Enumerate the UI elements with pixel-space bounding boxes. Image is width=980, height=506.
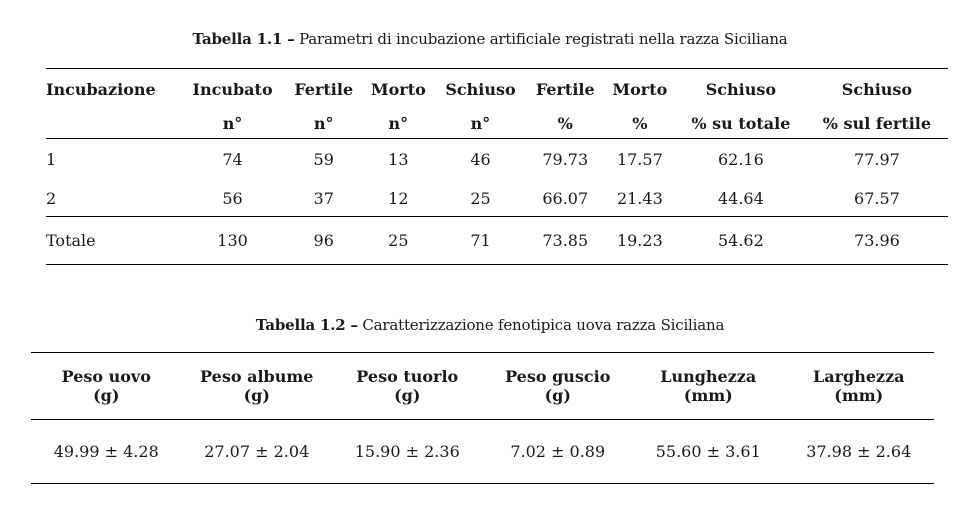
header-fertile-pct: Fertile [535, 79, 595, 99]
header-name: Peso guscio [505, 367, 611, 386]
unit-fertile-pct: % [527, 109, 604, 139]
header-name: Larghezza [812, 367, 905, 386]
cell: 71 [434, 217, 526, 265]
cell: 25 [470, 188, 491, 208]
cell: 59 [313, 150, 334, 169]
table1-caption [0, 29, 980, 49]
total-row [46, 217, 948, 265]
cell: 15.90 ± 2.36 [354, 442, 460, 461]
header-unit: (mm) [683, 386, 733, 405]
cell: 73.85 [527, 217, 604, 265]
table-row [46, 139, 948, 181]
header-schiuso-totale: Schiuso [705, 79, 777, 99]
header-name: Lunghezza [660, 367, 757, 386]
cell: 56 [222, 188, 243, 208]
cell: 54.62 [676, 217, 806, 265]
table2-caption [0, 315, 980, 335]
unit-morto-pct: % [604, 109, 676, 139]
unit-schiuso: n° [434, 109, 526, 139]
header-peso-guscio [483, 353, 634, 420]
cell: 49.99 ± 4.28 [53, 442, 159, 461]
unit-fertile: n° [285, 109, 362, 139]
table1-caption-text: Parametri di incubazione artificiale registrati nella razza Siciliana [294, 30, 788, 48]
cell: 19.23 [604, 217, 676, 265]
table-row [46, 180, 948, 217]
unit-schiuso-totale: % su totale [676, 109, 806, 139]
table2-header-row [31, 353, 934, 420]
incubation-table [46, 68, 948, 265]
header-schiuso-fertile: Schiuso [841, 79, 913, 99]
egg-phenotype-table [31, 352, 934, 484]
header-name: Peso albume [200, 367, 314, 386]
header-fertile: Fertile [294, 79, 354, 99]
unit-blank [46, 109, 180, 139]
header-unit: (g) [93, 386, 120, 405]
header-unit: (g) [544, 386, 571, 405]
header-peso-albume [182, 353, 333, 420]
cell: 62.16 [717, 150, 764, 169]
cell: 67.57 [854, 188, 900, 208]
cell: 77.97 [854, 150, 900, 169]
cell: 37.98 ± 2.64 [806, 442, 912, 461]
header-schiuso: Schiuso [445, 79, 516, 99]
cell: 37 [313, 188, 334, 208]
cell: 21.43 [616, 188, 663, 208]
cell: 55.60 ± 3.61 [655, 442, 761, 461]
table1-header-row [46, 69, 948, 110]
header-unit: (g) [243, 386, 270, 405]
unit-incubato: n° [180, 109, 285, 139]
table2-caption-text: Caratterizzazione fenotipica uova razza Siciliana [357, 316, 725, 334]
cell: 12 [388, 188, 409, 208]
table-row [31, 420, 934, 484]
header-peso-uovo [31, 353, 182, 420]
cell: 25 [362, 217, 434, 265]
cell: 79.73 [542, 150, 589, 169]
header-unit: (mm) [834, 386, 884, 405]
cell: 73.96 [806, 217, 948, 265]
cell: 44.64 [717, 188, 764, 208]
header-morto-pct: Morto [612, 79, 668, 99]
header-peso-tuorlo [332, 353, 483, 420]
cell: 96 [285, 217, 362, 265]
header-morto: Morto [370, 79, 426, 99]
total-label: Totale [46, 217, 180, 265]
cell: 46 [470, 150, 491, 169]
header-unit: (g) [394, 386, 421, 405]
cell: 27.07 ± 2.04 [204, 442, 310, 461]
cell: 66.07 [542, 188, 589, 208]
header-incubato: Incubato [192, 79, 273, 99]
header-name: Peso uovo [61, 367, 151, 386]
unit-schiuso-fertile: % sul fertile [806, 109, 948, 139]
cell: 2 [46, 188, 57, 208]
header-lunghezza [633, 353, 784, 420]
cell: 130 [180, 217, 285, 265]
table2-caption-label: Tabella 1.2 – [255, 316, 358, 334]
cell: 7.02 ± 0.89 [510, 442, 606, 461]
cell: 1 [46, 150, 57, 169]
unit-morto: n° [362, 109, 434, 139]
cell: 74 [222, 150, 243, 169]
header-larghezza [784, 353, 935, 420]
header-name: Peso tuorlo [356, 367, 459, 386]
cell: 17.57 [616, 150, 663, 169]
cell: 13 [388, 150, 409, 169]
table1-caption-label: Tabella 1.1 – [192, 30, 295, 48]
table1-unit-row [46, 109, 948, 139]
header-incubazione: Incubazione [46, 79, 156, 99]
